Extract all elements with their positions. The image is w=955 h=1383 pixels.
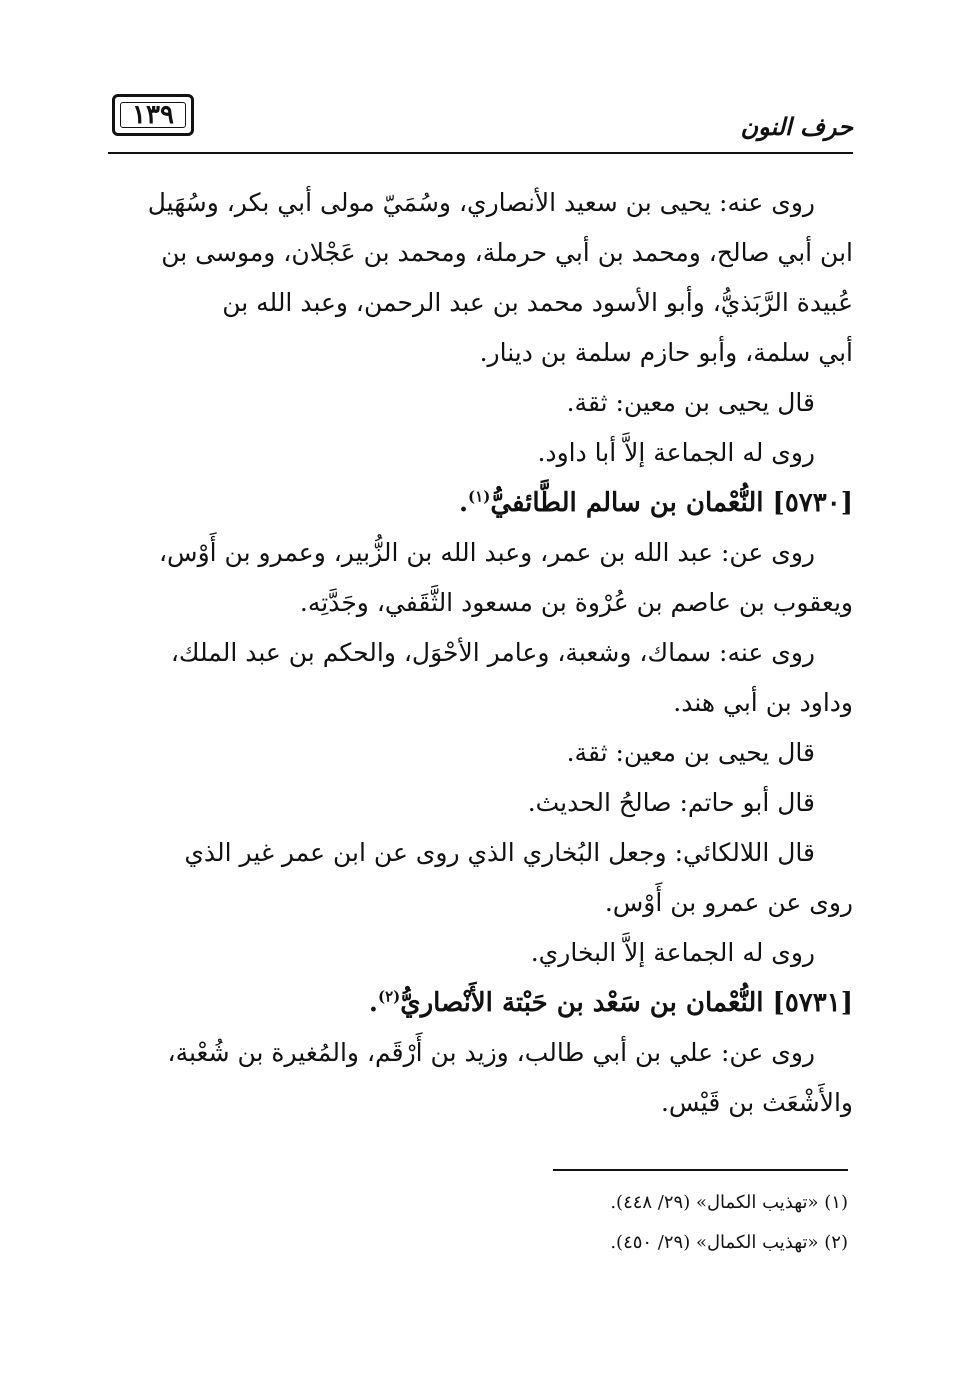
text-line: روى له الجماعة إلاَّ أبا داود. xyxy=(537,438,815,467)
entry-heading-5731 xyxy=(108,978,853,1028)
text-line: روى عنه: سماك، وشعبة، وعامر الأحْوَل، والحكم بن عبد الملك، xyxy=(170,638,815,667)
page-number-box: ١٣٩ xyxy=(112,94,194,136)
text-line: قال اللالكائي: وجعل البُخاري الذي روى عن ابن عمر غير الذي xyxy=(184,838,815,867)
footnote-1: (١) «تهذيب الكمال» (٢٩/ ٤٤٨). xyxy=(610,1192,848,1213)
text-line: ويعقوب بن عاصم بن عُرْوة بن مسعود الثَّقَفي، وجَدَّتِه. xyxy=(299,588,853,617)
text-line: روى عن: عبد الله بن عمر، وعبد الله بن الزُّبير، وعمرو بن أَوْس، xyxy=(158,538,815,567)
text-line: عُبيدة الرَّبَذيُّ، وأبو الأسود محمد بن عبد الرحمن، وعبد الله بن xyxy=(222,288,853,317)
text-line: قال يحيى بن معين: ثقة. xyxy=(566,388,815,417)
main-text xyxy=(108,178,853,1128)
page-header xyxy=(108,92,853,154)
text-line: روى له الجماعة إلاَّ البخاري. xyxy=(530,938,815,967)
text-line: روى عن: علي بن أبي طالب، وزيد بن أَرْقَم، والمُغيرة بن شُعْبة، xyxy=(167,1038,815,1067)
heading-period: . xyxy=(458,488,469,518)
text-line: وداود بن أبي هند. xyxy=(673,688,853,717)
footnote-ref-2[interactable]: (٢) xyxy=(377,987,401,1006)
entry-heading-5730 xyxy=(108,478,853,528)
text-line: ابن أبي صالح، ومحمد بن أبي حرملة، ومحمد بن عَجْلان، وموسى بن xyxy=(161,238,853,267)
entry-heading-text: [٥٧٣٠] النُّعْمان بن سالم الطَّائفيُّ xyxy=(490,488,853,518)
heading-period: . xyxy=(368,988,378,1018)
text-line: والأَشْعَث بن قَيْس. xyxy=(660,1088,853,1117)
footnote-ref-1[interactable]: (١) xyxy=(468,487,491,506)
text-line: قال يحيى بن معين: ثقة. xyxy=(566,738,815,767)
footnotes xyxy=(108,1183,848,1263)
text-line: أبي سلمة، وأبو حازم سلمة بن دينار. xyxy=(479,338,853,367)
text-line: روى عن عمرو بن أَوْس. xyxy=(604,888,853,917)
text-line: روى عنه: يحيى بن سعيد الأنصاري، وسُمَيّ مولى أبي بكر، وسُهَيل xyxy=(147,188,815,217)
entry-heading-text: [٥٧٣١] النُّعْمان بن سَعْد بن حَبْتة الأَنْصاريُّ xyxy=(400,988,853,1018)
footnote-divider xyxy=(553,1169,848,1171)
text-line: قال أبو حاتم: صالحُ الحديث. xyxy=(527,788,815,817)
footnote-2: (٢) «تهذيب الكمال» (٢٩/ ٤٥٠). xyxy=(610,1232,848,1253)
running-title: حرف النون xyxy=(740,112,853,141)
